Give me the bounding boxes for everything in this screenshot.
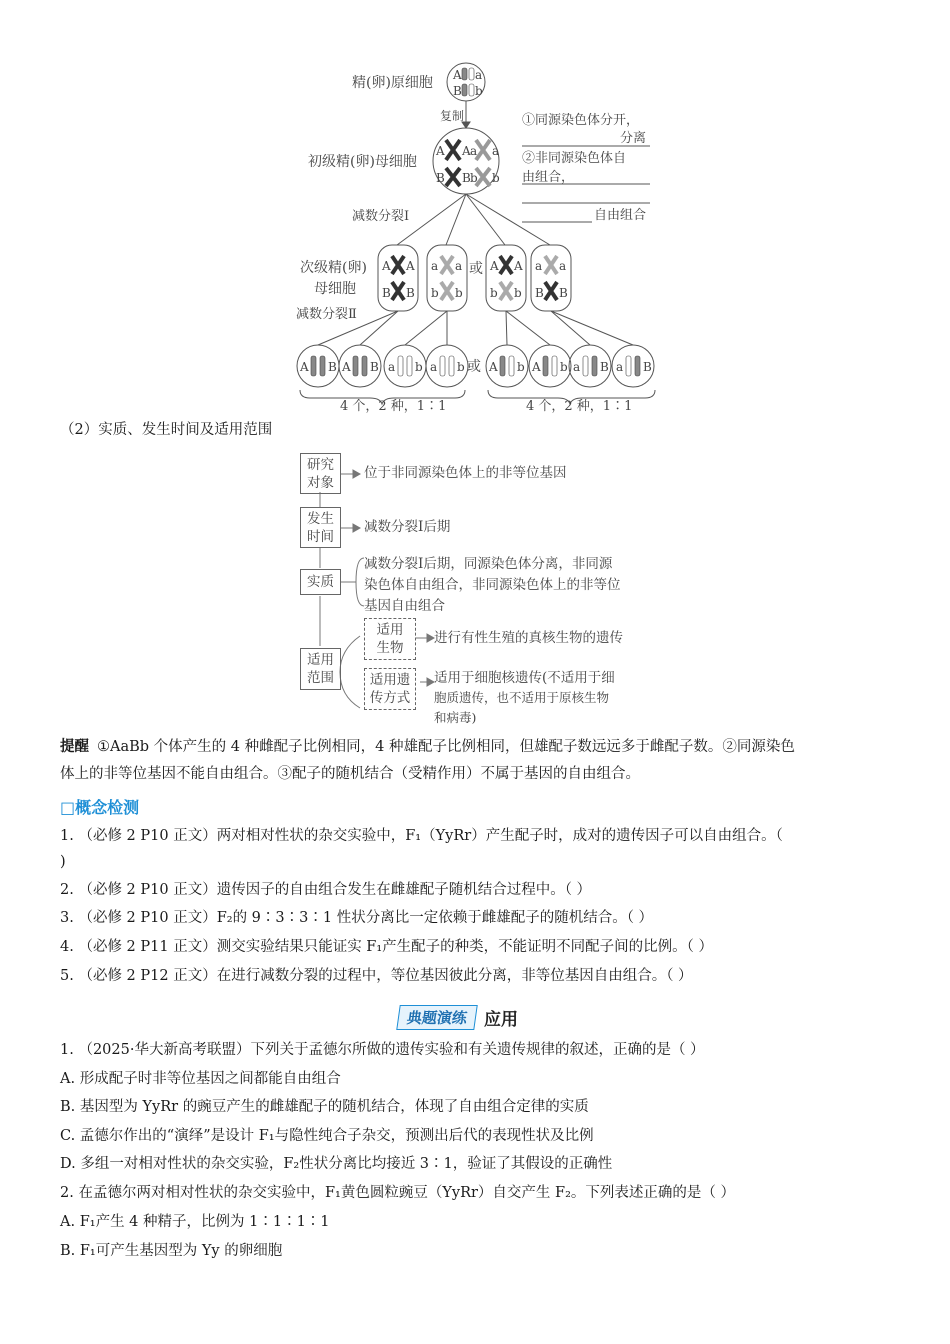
concept-item-1-cont: )	[60, 854, 66, 870]
flow-organism-text: 进行有性生殖的真核生物的遗传	[434, 630, 623, 646]
allele-label: B	[535, 286, 544, 300]
note-2: 分离	[620, 131, 647, 146]
flow-essence-text	[364, 554, 621, 617]
allele-label: A	[406, 259, 415, 273]
allele-label: a	[388, 360, 396, 374]
section-banner	[398, 1004, 518, 1030]
concept-check-title: □概念检测	[60, 798, 140, 817]
allele-label: A	[514, 259, 523, 273]
flow-essence-line-1: 减数分裂Ⅰ后期，同源染色体分离，非同源	[364, 556, 613, 572]
allele-label: A	[342, 360, 351, 374]
concept-item-1: 1. （必修 2 P10 正文）两对相对性状的杂交实验中，F₁（YyRr）产生配子时，成对的遗传因子可以自由组合。（	[60, 828, 783, 844]
allele-label: A	[462, 144, 471, 158]
allele-label: A	[453, 68, 462, 82]
allele-label: A	[436, 144, 445, 158]
flow-essence-line-3: 基因自由组合	[364, 598, 445, 614]
reminder-label: 提醒	[60, 739, 89, 755]
flow-mode-label	[364, 668, 416, 710]
concept-item-3: 3. （必修 2 P10 正文）F₂的 9∶3∶3∶1 性状分离比一定依赖于雌雄配子的随机结合。（ ）	[60, 910, 654, 926]
label-or-2: 或	[467, 359, 481, 375]
reminder-text-1: ①AaBb 个体产生的 4 种雌配子比例相同，4 种雄配子比例相同，但雄配子数远远多于雌配子数。②同源染色	[97, 739, 795, 755]
flow-object-text: 位于非同源染色体上的非等位基因	[364, 465, 567, 481]
allele-label: A	[300, 360, 309, 374]
flow-essence-label: 实质	[300, 569, 341, 595]
label-or-1: 或	[469, 261, 483, 277]
flow-object-label-2: 对象	[307, 475, 334, 491]
allele-label: a	[492, 144, 500, 158]
allele-label: b	[415, 360, 423, 374]
flow-scope-label	[300, 648, 341, 690]
allele-label: b	[490, 286, 498, 300]
allele-label: B	[328, 360, 337, 374]
allele-label: b	[455, 286, 463, 300]
allele-label: B	[436, 171, 445, 185]
note-1: ①同源染色体分开，	[522, 113, 640, 128]
label-secondary-2: 母细胞	[314, 281, 356, 297]
meiosis-diagram	[290, 60, 670, 420]
label-primordial-cell: 精(卵)原细胞	[352, 75, 433, 91]
allele-label: a	[431, 259, 439, 273]
label-meiosis-1: 减数分裂Ⅰ	[352, 209, 410, 224]
label-result-left: 4 个，2 种，1∶1	[340, 399, 447, 414]
allele-label: a	[559, 259, 567, 273]
question-2-option-b[interactable]: B. F₁可产生基因型为 Yy 的卵细胞	[60, 1243, 283, 1259]
flow-mode-label-2: 传方式	[369, 690, 411, 706]
flow-time-label-2: 时间	[307, 529, 334, 545]
label-result-right: 4 个，2 种，1∶1	[526, 399, 633, 414]
flow-time-label-1: 发生	[307, 511, 334, 527]
label-primary-cell: 初级精(卵)母细胞	[308, 154, 417, 170]
allele-label: A	[489, 360, 498, 374]
allele-label: A	[490, 259, 499, 273]
flow-object-label-1: 研究	[307, 457, 334, 473]
question-1-option-a[interactable]: A. 形成配子时非等位基因之间都能自由组合	[60, 1071, 341, 1087]
allele-label: B	[559, 286, 568, 300]
allele-label: a	[455, 259, 463, 273]
question-1-option-c[interactable]: C. 孟德尔作出的“演绎”是设计 F₁与隐性纯合子杂交，预测出后代的表现性状及比例	[60, 1128, 594, 1144]
allele-label: B	[643, 360, 652, 374]
flow-mode-line-2: 胞质遗传，也不适用于原核生物	[434, 690, 610, 705]
allele-label: A	[382, 259, 391, 273]
flow-mode-line-3: 和病毒)	[434, 710, 477, 725]
flow-mode-line-1: 适用于细胞核遗传(不适用于细	[434, 670, 615, 686]
question-1-option-b[interactable]: B. 基因型为 YyRr 的豌豆产生的雌雄配子的随机结合，体现了自由组合定律的实质	[60, 1099, 589, 1115]
allele-label: a	[475, 68, 483, 82]
allele-label: B	[600, 360, 609, 374]
note-4: 由组合，	[522, 170, 575, 185]
flow-time-label	[300, 507, 341, 548]
section-2-title: （2）实质、发生时间及适用范围	[60, 422, 273, 438]
allele-label: A	[532, 360, 541, 374]
allele-label: b	[492, 171, 500, 185]
allele-label: b	[560, 360, 568, 374]
concept-item-4: 4. （必修 2 P11 正文）测交实验结果只能证实 F₁产生配子的种类，不能证明不同配子间的比例。（ ）	[60, 939, 714, 955]
allele-label: b	[470, 171, 478, 185]
allele-label: b	[457, 360, 465, 374]
concept-item-2: 2. （必修 2 P10 正文）遗传因子的自由组合发生在雌雄配子随机结合过程中。（ ）	[60, 882, 592, 898]
label-secondary-1: 次级精(卵)	[300, 260, 367, 276]
allele-label: b	[517, 360, 525, 374]
flow-organism-label-1: 适用	[376, 622, 404, 638]
allele-label: a	[573, 360, 581, 374]
label-replicate: 复制	[440, 109, 465, 123]
allele-label: B	[453, 84, 462, 98]
banner-word: 应用	[484, 1009, 519, 1030]
allele-label: B	[382, 286, 391, 300]
flow-object-label	[300, 453, 341, 494]
allele-label: B	[406, 286, 415, 300]
allele-label: a	[616, 360, 624, 374]
allele-label: B	[462, 171, 471, 185]
allele-label: a	[535, 259, 543, 273]
reminder-line-1	[60, 737, 795, 757]
flow-mode-label-1: 适用遗	[369, 672, 411, 688]
flow-scope-label-1: 适用	[307, 652, 334, 668]
flow-essence-line-2: 染色体自由组合，非同源染色体上的非等位	[364, 577, 621, 593]
note-5: 自由组合	[594, 208, 647, 223]
flow-mode-text	[434, 668, 615, 728]
banner-tag: 典题演练	[396, 1005, 478, 1030]
allele-label: a	[430, 360, 438, 374]
question-1-stem: 1. （2025·华大新高考联盟）下列关于孟德尔所做的遗传实验和有关遗传规律的叙述，正确的是（ ）	[60, 1042, 705, 1058]
allele-label: a	[470, 144, 478, 158]
flow-organism-label	[364, 618, 416, 660]
allele-label: b	[514, 286, 522, 300]
flow-organism-label-2: 生物	[376, 640, 404, 656]
note-3: ②非同源染色体自	[522, 151, 627, 166]
question-2-option-a[interactable]: A. F₁产生 4 种精子，比例为 1∶1∶1∶1	[60, 1214, 330, 1230]
allele-label: b	[431, 286, 439, 300]
flow-time-text: 减数分裂Ⅰ后期	[364, 519, 451, 535]
label-meiosis-2: 减数分裂Ⅱ	[296, 307, 357, 322]
flow-scope-label-2: 范围	[307, 670, 334, 686]
allele-label: b	[475, 84, 483, 98]
concept-item-5: 5. （必修 2 P12 正文）在进行减数分裂的过程中，等位基因彼此分离，非等位基因自由组合。（ ）	[60, 968, 693, 984]
question-1-option-d[interactable]: D. 多组一对相对性状的杂交实验，F₂性状分离比均接近 3∶1，验证了其假设的正确性	[60, 1156, 613, 1172]
reminder-line-2: 体上的非等位基因不能自由组合。③配子的随机结合（受精作用）不属于基因的自由组合。	[60, 766, 640, 782]
allele-label: B	[370, 360, 379, 374]
question-2-stem: 2. 在孟德尔两对相对性状的杂交实验中，F₁黄色圆粒豌豆（YyRr）自交产生 F₂。下列表述正确的是（ ）	[60, 1185, 736, 1201]
